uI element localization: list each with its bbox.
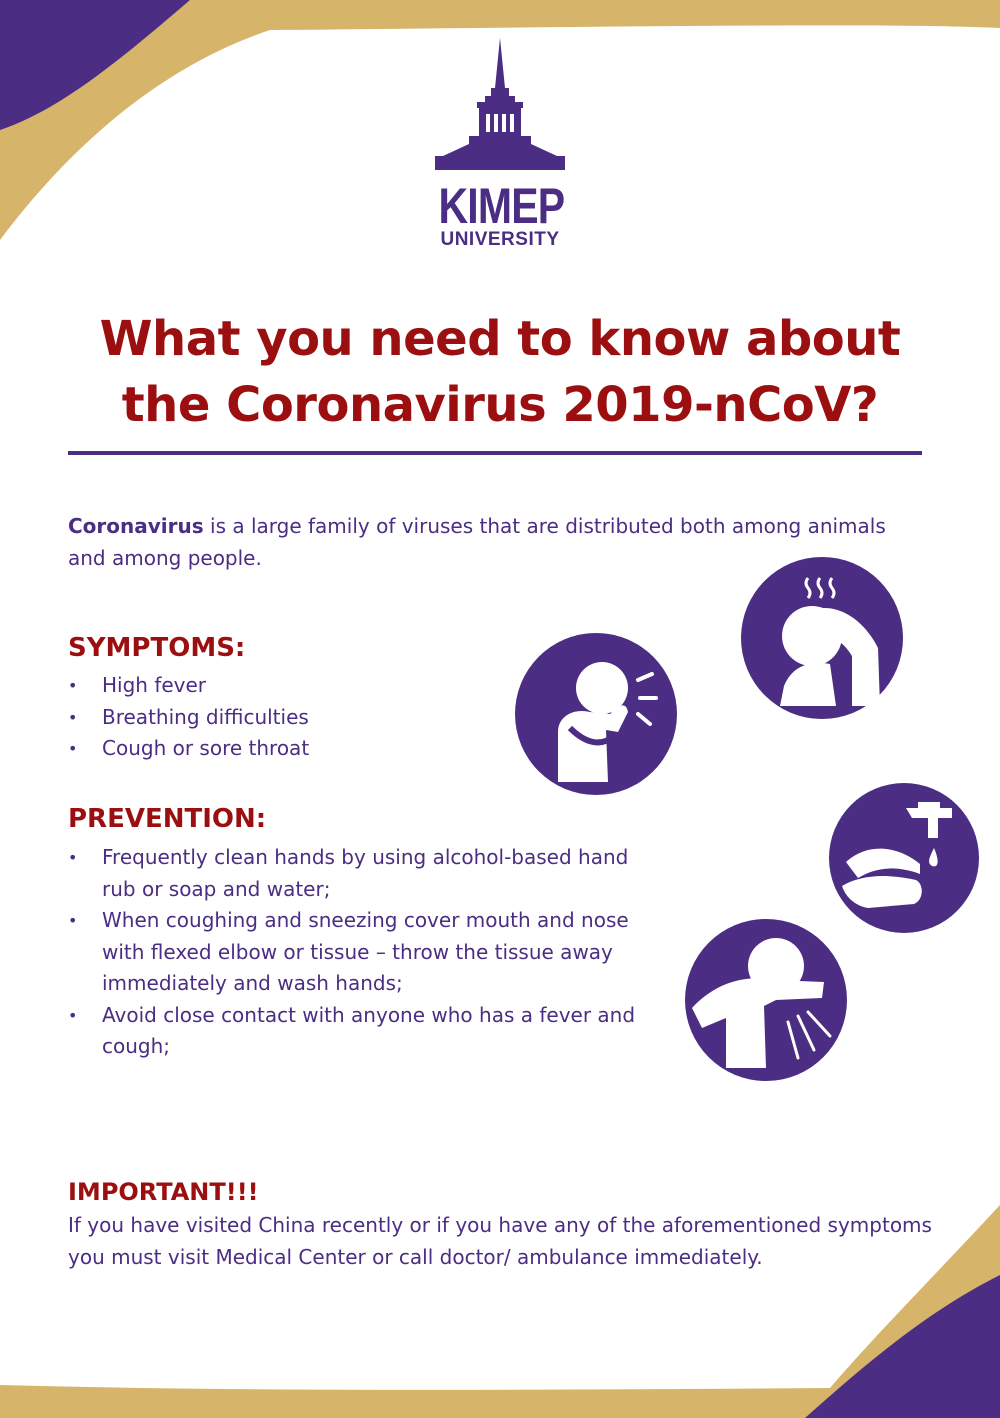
list-item: • Breathing difficulties xyxy=(68,702,508,734)
logo-subtitle: UNIVERSITY xyxy=(440,229,560,250)
list-item: • High fever xyxy=(68,670,508,702)
important-heading: IMPORTANT!!! xyxy=(68,1178,259,1206)
hand-washing-icon xyxy=(828,782,980,934)
tower-logo-icon xyxy=(425,38,575,178)
list-item: • When coughing and sneezing cover mouth and nose with flexed elbow or tissue – throw the tissue away immediately and wash hands; xyxy=(68,905,668,1000)
page-title xyxy=(40,306,960,438)
title-line-1: What you need to know about xyxy=(99,311,901,367)
list-item: • Frequently clean hands by using alcohol-based hand rub or soap and water; xyxy=(68,842,668,905)
important-paragraph: If you have visited China recently or if you have any of the aforementioned symptoms you must visit Medical Center or call doctor/ ambulance immediately. xyxy=(68,1213,932,1269)
title-line-2: the Coronavirus 2019-nCoV? xyxy=(121,377,879,433)
title-divider xyxy=(68,451,922,455)
university-logo xyxy=(425,38,575,250)
coughing-person-icon xyxy=(514,632,678,796)
logo-wordmark: KIMEP xyxy=(438,178,565,234)
intro-term: Coronavirus xyxy=(68,514,204,538)
sneeze-into-elbow-icon xyxy=(684,918,848,1082)
prevention-list xyxy=(68,842,668,1063)
intro-text: is a large family of viruses that are distributed both among animals and among people. xyxy=(68,514,886,570)
list-item: • Avoid close contact with anyone who has a fever and cough; xyxy=(68,1000,668,1063)
prevention-heading: PREVENTION: xyxy=(68,804,267,834)
symptoms-list xyxy=(68,670,508,765)
list-item: • Cough or sore throat xyxy=(68,733,508,765)
symptoms-heading: SYMPTOMS: xyxy=(68,633,246,663)
fever-icon xyxy=(740,556,904,720)
